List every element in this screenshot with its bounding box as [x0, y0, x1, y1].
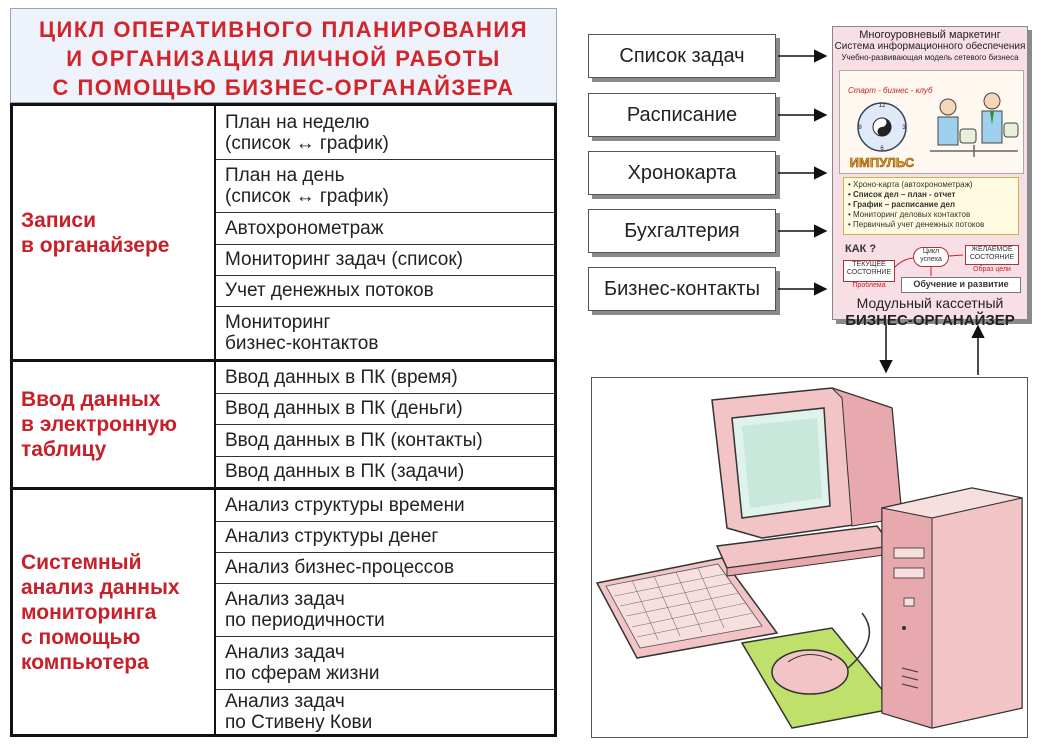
table-row: План на неделю (список ↔ график)	[225, 111, 389, 154]
svg-text:6: 6	[880, 146, 884, 152]
computer-illustration	[591, 377, 1028, 738]
label-business-contacts: Бизнес-контакты	[588, 267, 776, 311]
cover-brand: ИМПУЛЬС	[849, 155, 915, 170]
table-row: Ввод данных в ПК (деньги)	[225, 398, 463, 419]
table-row: Автохронометраж	[225, 217, 384, 239]
section-label-input: Ввод данных в электронную таблицу	[21, 388, 177, 461]
title-line-1: ЦИКЛ ОПЕРАТИВНОГО ПЛАНИРОВАНИЯ	[38, 17, 529, 42]
cover-top-line-2: Система информационного обеспечения	[834, 41, 1026, 52]
mouse	[772, 650, 848, 694]
label-chronocard: Хронокарта	[588, 151, 776, 195]
section-label-notes: Записи в органайзере	[21, 209, 170, 257]
table-row: Анализ структуры денег	[225, 526, 439, 547]
list-item: • Первичный учет денежных потоков	[848, 220, 985, 229]
label-accounting: Бухгалтерия	[588, 209, 776, 253]
table-row: Мониторинг бизнес-контактов	[225, 312, 379, 354]
section-label-analysis: Системный анализ данных мониторинга с помощью компьютера	[21, 550, 180, 674]
cover-learning: Обучение и развитие	[901, 277, 1021, 293]
list-item: • График – расписание дел	[848, 200, 955, 209]
cover-goal: Образ цели	[973, 266, 1011, 273]
cover-top-line-1: Многоуровневый маркетинг	[859, 29, 1001, 41]
cover-top-line-3: Учебно-развивающая модель сетевого бизнеса	[841, 53, 1019, 62]
title-line-3: С ПОМОЩЬЮ БИЗНЕС-ОРГАНАЙЗЕРА	[52, 75, 515, 100]
cover-arc-text: Старт - бизнес - клуб	[848, 86, 933, 95]
label-schedule: Расписание	[588, 93, 776, 137]
table-row: Учет денежных потоков	[225, 280, 434, 301]
cover-current-state: ТЕКУЩЕЕ СОСТОЯНИЕ	[843, 260, 895, 282]
svg-text:12: 12	[878, 103, 886, 109]
title-line-2: И ОРГАНИЗАЦИЯ ЛИЧНОЙ РАБОТЫ	[66, 46, 501, 71]
cover-success-cycle: Цикл успеха	[913, 247, 949, 267]
organizer-cover	[832, 26, 1028, 329]
list-item: • Список дел – план - отчет	[848, 190, 956, 199]
table-row: Ввод данных в ПК (время)	[225, 367, 458, 388]
table-row: Мониторинг задач (список)	[225, 249, 463, 270]
svg-text:3: 3	[902, 125, 906, 131]
cover-title-line-2: БИЗНЕС-ОРГАНАЙЗЕР	[845, 312, 1015, 329]
svg-text:9: 9	[858, 125, 862, 131]
table-row: Ввод данных в ПК (контакты)	[225, 429, 483, 451]
table-row: Анализ задач по сферам жизни	[225, 641, 380, 684]
cover-desired-state: ЖЕЛАЕМОЕ СОСТОЯНИЕ	[965, 245, 1019, 265]
list-item: • Мониторинг деловых контактов	[848, 210, 971, 219]
cover-question: КАК ?	[845, 243, 877, 255]
cover-title-line-1: Модульный кассетный	[856, 295, 1004, 311]
table-row: Ввод данных в ПК (задачи)	[225, 461, 465, 482]
table-row: Анализ структуры времени	[225, 495, 465, 516]
table-row: Анализ задач по периодичности	[225, 588, 385, 631]
list-item: • Хроно-карта (автохронометраж)	[848, 180, 973, 189]
table-row: План на день (список ↔ график)	[225, 164, 389, 207]
cover-problem: Проблема	[852, 282, 886, 289]
label-task-list: Список задач	[588, 34, 776, 78]
table-row: Анализ задач по Стивену Кови	[225, 690, 373, 733]
table-row: Анализ бизнес-процессов	[225, 557, 455, 578]
